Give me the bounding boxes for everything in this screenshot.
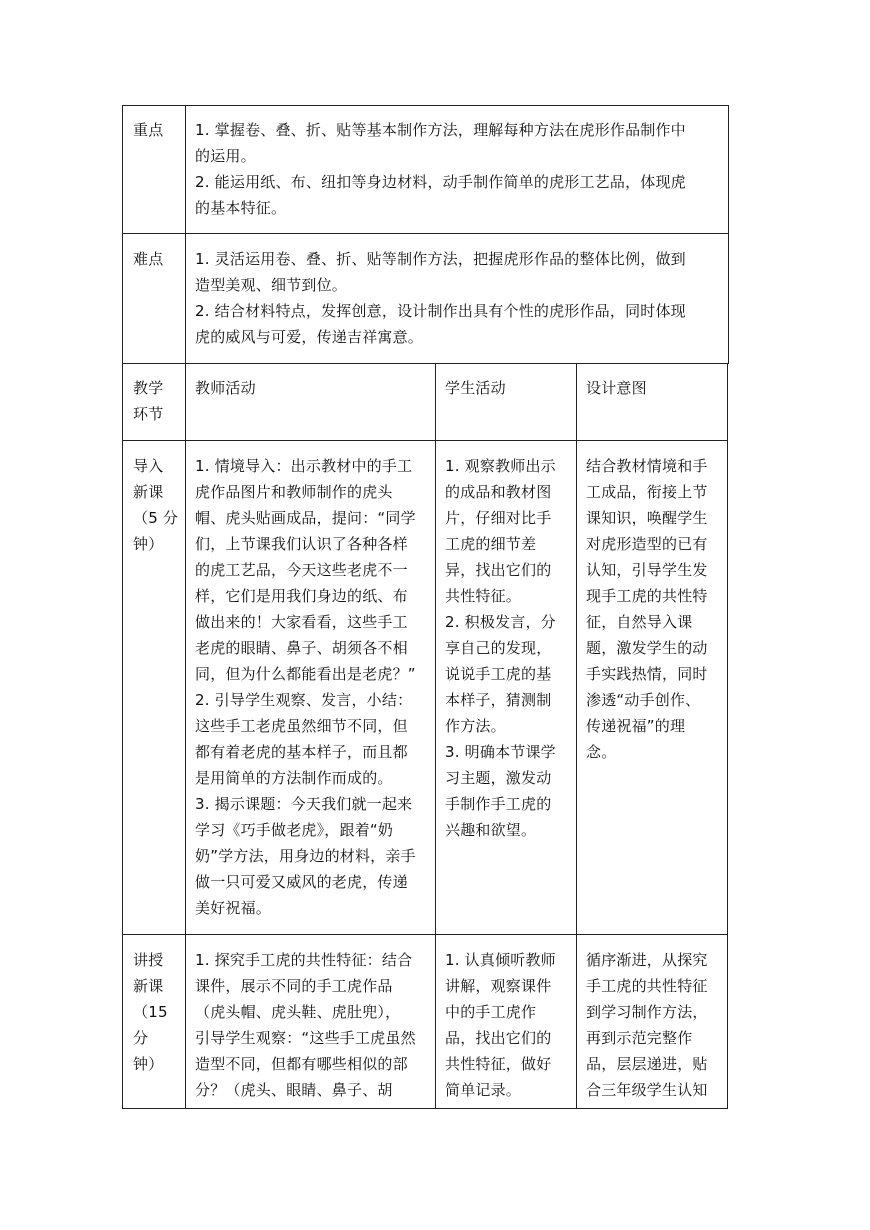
text-line: 样，它们是用我们身边的纸、布	[195, 587, 408, 605]
text-line: 的基本特征。	[195, 199, 287, 217]
text-line: 手制作手工虎的	[445, 795, 552, 813]
text-line: 课知识，唤醒学生	[586, 509, 708, 527]
column-divider	[576, 363, 577, 1109]
teaching-design-intent	[586, 947, 708, 1103]
key-points-content	[195, 117, 686, 221]
table-border-bottom	[122, 1108, 728, 1109]
text-line: 2. 积极发言，分	[445, 613, 556, 631]
stage-line: 钟）	[133, 1055, 164, 1073]
text-line: 引导学生观察：“这些手工虎虽然	[195, 1029, 416, 1047]
stage-line: 导入	[133, 457, 164, 475]
text-line: 结合教材情境和手	[586, 457, 708, 475]
text-line: 1. 灵活运用卷、叠、折、贴等制作方法，把握虎形作品的整体比例，做到	[195, 250, 686, 268]
table-border-right	[728, 105, 729, 364]
text-line: 题，激发学生的动	[586, 639, 708, 657]
stage-line: 分	[133, 1029, 149, 1047]
text-line: 对虎形造型的已有	[586, 535, 708, 553]
text-line: 做出来的！大家看看，这些手工	[195, 613, 408, 631]
text-line: 品，层层递进，贴	[586, 1055, 708, 1073]
table-border-top	[122, 105, 729, 106]
text-line: 是用简单的方法制作而成的。	[195, 769, 393, 787]
text-line: 们，上节课我们认识了各种各样	[195, 535, 408, 553]
text-line: 3. 明确本节课学	[445, 743, 556, 761]
text-line: 异，找出它们的	[445, 561, 552, 579]
stage-line: 新课	[133, 977, 164, 995]
text-line: 享自己的发现，	[445, 639, 552, 657]
text-line: 的虎工艺品，今天这些老虎不一	[195, 561, 408, 579]
text-line: 作方法。	[445, 717, 506, 735]
text-line: 工成品，衔接上节	[586, 483, 708, 501]
text-line: 美好祝福。	[195, 899, 272, 917]
column-divider	[185, 105, 186, 1109]
row-divider	[122, 934, 728, 935]
text-line: 认知，引导学生发	[586, 561, 708, 579]
text-line: 工虎的细节差	[445, 535, 537, 553]
text-line: 征，自然导入课	[586, 613, 693, 631]
text-line: 帽、虎头贴画成品，提问：“同学	[195, 509, 416, 527]
text-line: 到学习制作方法，	[586, 1003, 708, 1021]
teaching-teacher-activity	[195, 947, 416, 1103]
text-line: 课件，展示不同的手工虎作品	[195, 977, 393, 995]
teaching-student-activity	[445, 947, 556, 1103]
difficulty-content	[195, 246, 686, 350]
row-divider	[122, 233, 729, 234]
text-line: 简单记录。	[445, 1081, 522, 1099]
text-line: 3. 揭示课题：今天我们就一起来	[195, 795, 413, 813]
stage-line: （15	[133, 1003, 168, 1021]
row-divider	[122, 440, 728, 441]
text-line: 念。	[586, 743, 617, 761]
intro-design-intent	[586, 453, 708, 765]
text-line: 说说手工虎的基	[445, 665, 552, 683]
text-line: 造型美观、细节到位。	[195, 276, 348, 294]
text-line: 2. 能运用纸、布、纽扣等身边材料，动手制作简单的虎形工艺品，体现虎	[195, 173, 686, 191]
text-line: 2. 引导学生观察、发言，小结：	[195, 691, 413, 709]
text-line: 本样子，猜测制	[445, 691, 552, 709]
header-stage	[133, 375, 163, 427]
text-line: 1. 观察教师出示	[445, 457, 556, 475]
header-design-intent: 设计意图	[586, 379, 647, 397]
text-line: 老虎的眼睛、鼻子、胡须各不相	[195, 639, 408, 657]
key-points-label: 重点	[133, 121, 164, 139]
text-line: 手实践热情，同时	[586, 665, 708, 683]
stage-intro	[133, 453, 178, 557]
text-line: 2. 结合材料特点，发挥创意，设计制作出具有个性的虎形作品，同时体现	[195, 302, 686, 320]
table-border-right	[727, 363, 728, 1109]
text-line: 1. 认真倾听教师	[445, 951, 556, 969]
text-line: （虎头帽、虎头鞋、虎肚兜），	[195, 1003, 401, 1021]
stage-line: 新课	[133, 483, 164, 501]
text-line: 片，仔细对比手	[445, 509, 552, 527]
text-line: 的运用。	[195, 147, 256, 165]
text-line: 讲解，观察课件	[445, 977, 552, 995]
text-line: 1. 掌握卷、叠、折、贴等基本制作方法，理解每种方法在虎形作品制作中	[195, 121, 686, 139]
text-line: 合三年级学生认知	[586, 1081, 708, 1099]
text-line: 1. 探究手工虎的共性特征：结合	[195, 951, 413, 969]
text-line: 共性特征。	[445, 587, 522, 605]
text-line: 再到示范完整作	[586, 1029, 693, 1047]
row-divider	[122, 363, 729, 364]
text-line: 渗透“动手创作、	[586, 691, 701, 709]
text-line: 兴趣和欲望。	[445, 821, 537, 839]
text-line: 奶”学方法，用身边的材料，亲手	[195, 847, 416, 865]
text-line: 做一只可爱又威风的老虎，传递	[195, 873, 408, 891]
text-line: 循序渐进，从探究	[586, 951, 708, 969]
text-line: 习主题，激发动	[445, 769, 552, 787]
text-line: 都有着老虎的基本样子，而且都	[195, 743, 408, 761]
text-line: 造型不同，但都有哪些相似的部	[195, 1055, 408, 1073]
text-line: 这些手工老虎虽然细节不同，但	[195, 717, 408, 735]
header-teacher-activity: 教师活动	[195, 379, 256, 397]
text-line: 虎的威风与可爱，传递吉祥寓意。	[195, 328, 424, 346]
text-line: 同，但为什么都能看出是老虎？”	[195, 665, 416, 683]
text-line: 1. 情境导入：出示教材中的手工	[195, 457, 413, 475]
text-line: 分？（虎头、眼睛、鼻子、胡	[195, 1081, 393, 1099]
table-border-left	[122, 105, 123, 1109]
text-line: 传递祝福”的理	[586, 717, 686, 735]
text-line: 学习《巧手做老虎》，跟着“奶	[195, 821, 394, 839]
header-stage-line: 环节	[133, 405, 164, 423]
header-student-activity: 学生活动	[445, 379, 506, 397]
text-line: 品，找出它们的	[445, 1029, 552, 1047]
stage-line: 钟）	[133, 535, 164, 553]
column-divider	[435, 363, 436, 1109]
text-line: 手工虎的共性特征	[586, 977, 708, 995]
stage-line: 讲授	[133, 951, 164, 969]
text-line: 的成品和教材图	[445, 483, 552, 501]
text-line: 中的手工虎作	[445, 1003, 537, 1021]
text-line: 共性特征，做好	[445, 1055, 552, 1073]
stage-line: （5 分	[133, 509, 179, 527]
stage-teaching	[133, 947, 168, 1077]
text-line: 现手工虎的共性特	[586, 587, 708, 605]
difficulty-label: 难点	[133, 250, 164, 268]
text-line: 虎作品图片和教师制作的虎头	[195, 483, 393, 501]
intro-student-activity	[445, 453, 556, 843]
intro-teacher-activity	[195, 453, 416, 921]
header-stage-line: 教学	[133, 379, 164, 397]
